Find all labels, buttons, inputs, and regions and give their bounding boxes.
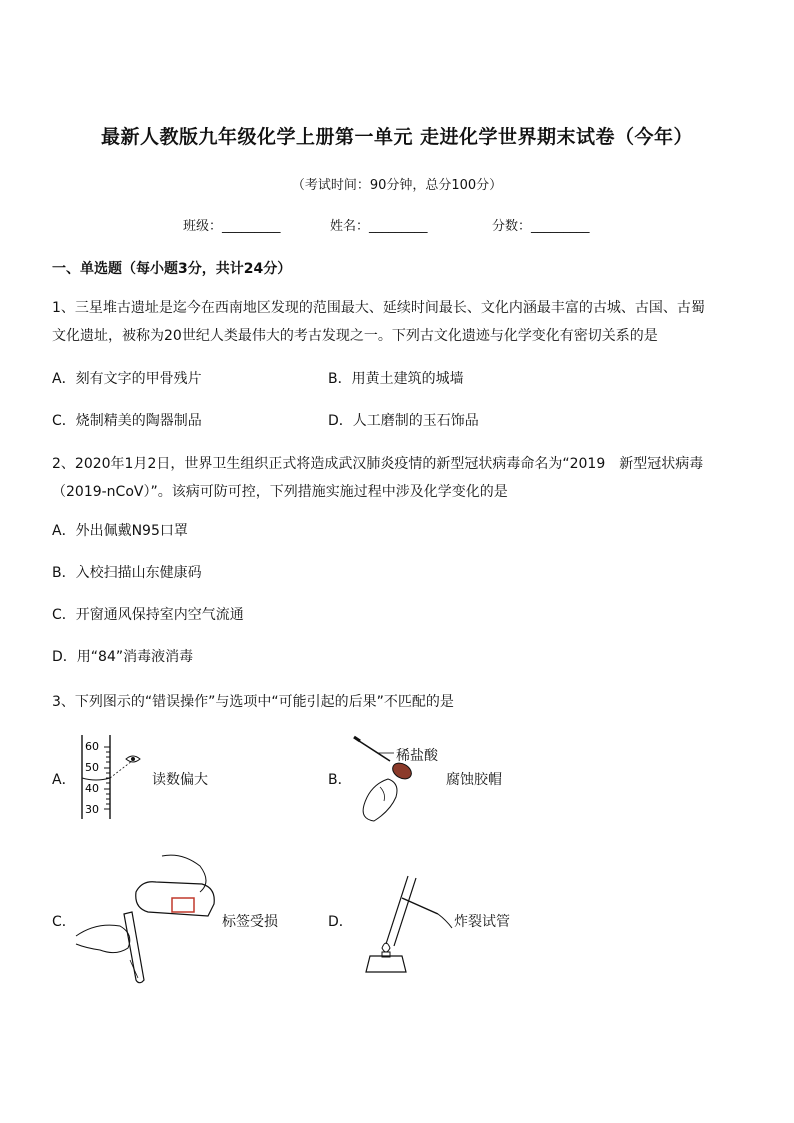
hand-icon bbox=[363, 779, 397, 821]
alcohol-lamp-icon bbox=[366, 956, 406, 972]
liquid-level-line bbox=[130, 960, 138, 978]
lower-hand-icon bbox=[76, 925, 130, 952]
hand-finger-line bbox=[380, 787, 385, 801]
question-3-line-1: 3、下列图示的“错误操作”与选项中“可能引起的后果”不匹配的是 bbox=[52, 694, 454, 710]
name-label: 姓名： bbox=[330, 219, 370, 234]
question-2 bbox=[52, 450, 752, 506]
score-blank: _________ bbox=[531, 219, 590, 234]
q3-option-c-letter: C． bbox=[52, 914, 76, 930]
exam-subtitle: （考试时间：90分钟，总分100分） bbox=[291, 178, 503, 193]
score-field bbox=[492, 215, 590, 234]
question-3 bbox=[52, 688, 752, 716]
test-tube-icon bbox=[124, 912, 144, 983]
question-1 bbox=[52, 294, 752, 350]
q1-option-a: A．刻有文字的甲骨残片 bbox=[52, 371, 202, 387]
q3-option-b-caption: 腐蚀胶帽 bbox=[446, 772, 502, 788]
q3-option-d-caption: 炸裂试管 bbox=[454, 914, 510, 930]
test-tube-icon bbox=[386, 876, 408, 944]
sight-line bbox=[110, 761, 132, 778]
dropper-tube bbox=[356, 739, 390, 761]
q3-option-d-letter: D． bbox=[328, 914, 353, 930]
acid-label: 稀盐酸 bbox=[396, 748, 438, 764]
q2-option-c: C．开窗通风保持室内空气流通 bbox=[52, 607, 244, 623]
class-field bbox=[183, 215, 281, 234]
scale-label-60: 60 bbox=[85, 740, 99, 753]
heating-figure bbox=[346, 868, 454, 976]
name-blank: _________ bbox=[369, 219, 428, 234]
question-2-line-1: 2、2020年1月2日，世界卫生组织正式将造成武汉肺炎疫情的新型冠状病毒命名为“2019 新型冠状病毒 bbox=[52, 456, 704, 472]
q2-option-d: D．用“84”消毒液消毒 bbox=[52, 649, 194, 665]
bottle-label-icon bbox=[172, 898, 194, 912]
section-heading: 一、单选题（每小题3分，共计24分） bbox=[52, 261, 292, 277]
dropper-tip bbox=[354, 737, 360, 741]
upper-hand-icon bbox=[162, 855, 206, 892]
q3-option-a-caption: 读数偏大 bbox=[152, 772, 208, 788]
class-blank: _________ bbox=[222, 219, 281, 234]
scale-label-50: 50 bbox=[85, 761, 99, 774]
question-1-line-2: 文化遗址，被称为20世纪人类最伟大的考古发现之一。下列古文化遗迹与化学变化有密切关系的是 bbox=[52, 328, 658, 344]
name-field bbox=[330, 215, 428, 234]
q3-option-a-letter: A． bbox=[52, 772, 76, 788]
scale-label-40: 40 bbox=[85, 782, 99, 795]
scale-label-30: 30 bbox=[85, 803, 99, 816]
pouring-figure bbox=[72, 852, 220, 982]
q1-option-d: D．人工磨制的玉石饰品 bbox=[328, 413, 479, 429]
q3-option-c-caption: 标签受损 bbox=[222, 914, 278, 930]
hand-icon bbox=[438, 914, 452, 928]
q3-option-b-letter: B． bbox=[328, 772, 352, 788]
q1-option-b: B．用黄土建筑的城墙 bbox=[328, 371, 464, 387]
question-1-line-1: 1、三星堆古遗址是迄今在西南地区发现的范围最大、延续时间最长、文化内涵最丰富的古城、古国、古蜀 bbox=[52, 300, 705, 316]
q2-option-a: A．外出佩戴N95口罩 bbox=[52, 523, 188, 539]
eye-pupil-icon bbox=[131, 757, 135, 761]
question-2-line-2: （2019-nCoV）”。该病可防可控，下列措施实施过程中涉及化学变化的是 bbox=[52, 484, 508, 500]
q1-option-c: C．烧制精美的陶器制品 bbox=[52, 413, 202, 429]
flame-icon bbox=[382, 943, 390, 952]
class-label: 班级： bbox=[183, 219, 223, 234]
cylinder-figure bbox=[76, 733, 146, 821]
score-label: 分数： bbox=[492, 219, 532, 234]
liquid-meniscus bbox=[82, 778, 110, 780]
exam-title: 最新人教版九年级化学上册第一单元 走进化学世界期末试卷（今年） bbox=[100, 126, 694, 148]
q2-option-b: B．入校扫描山东健康码 bbox=[52, 565, 202, 581]
